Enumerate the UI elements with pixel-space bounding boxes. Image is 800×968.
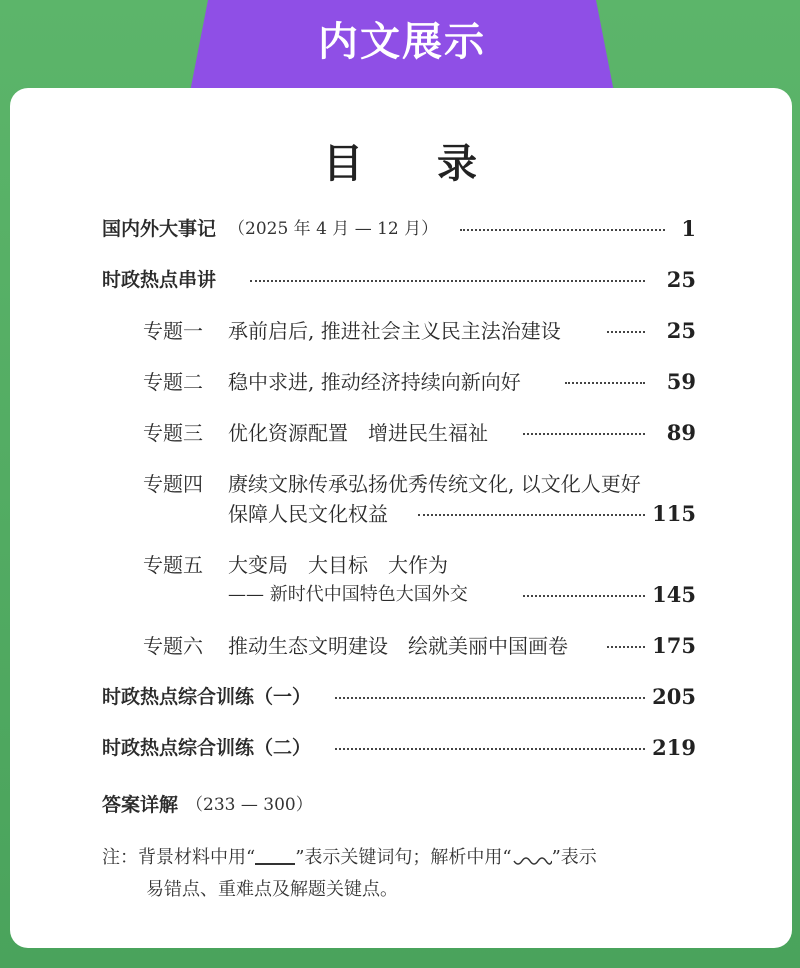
dot-leader — [418, 514, 645, 516]
toc-topic-tag: 专题五 — [143, 553, 203, 577]
toc-entry-continuation — [0, 580, 800, 610]
dot-leader — [335, 748, 645, 750]
toc-entry-text-line2: 保障人民文化权益 — [228, 502, 388, 526]
dot-leader — [523, 595, 645, 597]
toc-page-number: 145 — [652, 582, 696, 607]
toc-title — [0, 132, 800, 189]
footnote-mid1: ”表示关键词句；解析中用“ — [295, 847, 512, 868]
toc-entry — [0, 316, 800, 346]
banner-title: 内文展示 — [318, 19, 486, 65]
toc-topic-tag: 专题一 — [143, 319, 203, 343]
toc-entry — [0, 631, 800, 661]
dot-leader — [565, 382, 645, 384]
toc-page-number: 1 — [681, 216, 696, 241]
toc-entry-text: 优化资源配置 增进民生福祉 — [228, 421, 488, 445]
toc-entry-label: 国内外大事记 — [102, 218, 217, 240]
toc-page-number: 205 — [652, 684, 696, 709]
dot-leader — [607, 331, 645, 333]
dot-leader — [250, 280, 645, 282]
toc-entry-label: 时政热点综合训练（二） — [102, 737, 312, 759]
footnote-mid2: ”表示 — [551, 847, 597, 868]
footnote-line1 — [102, 842, 702, 874]
toc-page-number: 219 — [652, 735, 696, 760]
toc-entry — [0, 367, 800, 397]
footnote-line2: 易错点、重难点及解题关键点。 — [146, 879, 398, 900]
toc-page-number: 115 — [652, 501, 696, 526]
toc-page-number: 175 — [652, 633, 696, 658]
toc-page-number: 25 — [666, 267, 696, 292]
toc-topic-tag: 专题六 — [143, 634, 203, 658]
toc-entry-suffix: （2025 年 4 月 — 12 月） — [228, 219, 439, 239]
toc-page-number: 59 — [666, 369, 696, 394]
toc-topic-tag: 专题四 — [143, 472, 203, 496]
toc-entry-continuation — [0, 499, 800, 529]
toc-entry — [0, 733, 800, 763]
footnote — [102, 842, 702, 906]
toc-topic-tag: 专题三 — [143, 421, 203, 445]
toc-entry-label: 时政热点综合训练（一） — [102, 686, 312, 708]
dot-leader — [607, 646, 645, 648]
toc-topic-tag: 专题二 — [143, 370, 203, 394]
footnote-prefix: 注：背景材料中用“ — [102, 847, 256, 868]
dot-leader — [335, 697, 645, 699]
toc-entry — [0, 265, 800, 295]
wavy-underline-marker — [512, 855, 552, 867]
dot-leader — [460, 229, 665, 231]
toc-entry-text: 承前启后, 推进社会主义民主法治建设 — [228, 319, 561, 343]
toc-entry-text: 赓续文脉传承弘扬优秀传统文化, 以文化人更好 — [228, 472, 641, 496]
toc-entry — [0, 214, 800, 244]
underline-marker — [255, 845, 295, 865]
toc-entry-suffix: （233 — 300） — [186, 795, 313, 815]
toc-entry-text: 稳中求进, 推动经济持续向新向好 — [228, 370, 521, 394]
toc-entry-text: 推动生态文明建设 绘就美丽中国画卷 — [228, 634, 568, 658]
toc-entry — [0, 682, 800, 712]
toc-entry-text: 大变局 大目标 大作为 — [228, 553, 448, 577]
toc-page-number: 25 — [666, 318, 696, 343]
dot-leader — [523, 433, 645, 435]
toc-page-number: 89 — [666, 420, 696, 445]
toc-title-text: 目 录 — [323, 140, 507, 187]
toc-entry — [0, 550, 800, 580]
toc-entry — [0, 469, 800, 499]
toc-entry — [0, 418, 800, 448]
toc-entry-text-line2: —— 新时代中国特色大国外交 — [228, 584, 468, 605]
toc-entry — [0, 790, 800, 820]
toc-entry-label: 时政热点串讲 — [102, 269, 217, 291]
toc-entry-label: 答案详解 — [102, 794, 179, 816]
